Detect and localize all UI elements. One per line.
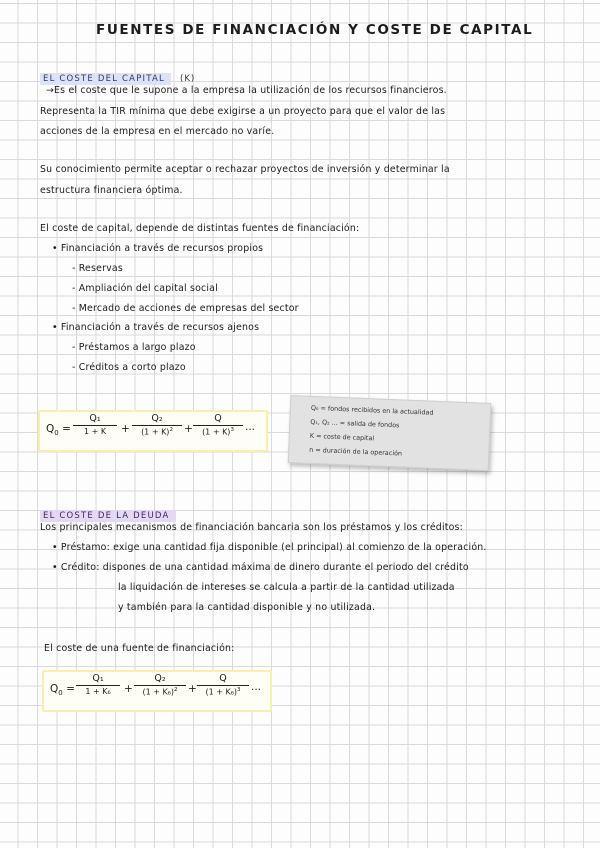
formula-lhs-symbol: Q xyxy=(50,683,59,695)
plus-sign: + xyxy=(124,683,133,695)
plus-sign: + xyxy=(121,423,130,435)
fraction-exponent: 2 xyxy=(174,687,178,693)
paragraph-line: acciones de la empresa en el mercado no varíe. xyxy=(40,126,275,137)
fraction-numerator: Q₁ xyxy=(76,673,120,686)
formula-fraction xyxy=(197,673,249,697)
fraction-exponent: 3 xyxy=(230,427,234,433)
list-item: - Ampliación del capital social xyxy=(72,283,218,294)
formula-lhs-symbol: Q xyxy=(46,423,55,435)
list-item: - Mercado de acciones de empresas del sector xyxy=(72,303,299,314)
list-item-continuation: y también para la cantidad disponible y no utilizada. xyxy=(118,602,376,613)
formula-fraction xyxy=(134,673,186,697)
list-item: • Crédito: dispones de una cantidad máxima de dinero durante el periodo del crédito xyxy=(52,562,469,573)
legend-line: Q₀ = fondos recibidos en la actualidad xyxy=(310,403,434,417)
fraction-denominator: (1 + K) xyxy=(141,427,170,437)
legend-line: Q₁, Q₂ ... = salida de fondos xyxy=(310,417,400,430)
legend-card xyxy=(288,395,492,471)
paragraph-line: estructura financiera óptima. xyxy=(40,185,183,196)
section-heading-label: EL COSTE DE LA DEUDA xyxy=(40,510,176,522)
fraction-numerator: Q₂ xyxy=(132,413,182,426)
fraction-numerator: Q₁ xyxy=(73,413,117,426)
fraction-denominator: 1 + K₆ xyxy=(85,687,111,696)
fraction-exponent: 2 xyxy=(169,427,173,433)
list-item: • Financiación a través de recursos propios xyxy=(52,243,264,254)
fraction-numerator: Q xyxy=(193,413,243,426)
list-item-continuation: la liquidación de intereses se calcula a partir de la cantidad utilizada xyxy=(118,582,455,593)
formula-fraction xyxy=(73,413,117,436)
fraction-exponent: 3 xyxy=(237,687,241,693)
section-heading-coste-capital xyxy=(40,66,195,85)
paragraph-line: Representa la TIR mínima que debe exigirse a un proyecto para que el valor de las xyxy=(40,106,446,117)
fraction-numerator: Q xyxy=(197,673,249,686)
fraction-denominator: (1 + K₆) xyxy=(205,687,238,697)
list-item: - Reservas xyxy=(72,263,123,274)
paragraph-line: El coste de una fuente de financiación: xyxy=(44,643,235,654)
legend-line: K = coste de capital xyxy=(309,431,375,443)
formula-ellipsis: ... xyxy=(245,421,256,433)
fraction-denominator: (1 + K₆) xyxy=(142,687,175,697)
section-heading-coste-deuda xyxy=(40,503,176,522)
formula-lhs-subscript: 0 xyxy=(58,689,63,698)
list-item: • Préstamo: exige una cantidad fija disponible (el principal) al comienzo de la operación. xyxy=(52,542,487,553)
list-item: - Créditos a corto plazo xyxy=(72,362,186,373)
section-heading-suffix: (K) xyxy=(180,74,196,84)
legend-line: n = duración de la operación xyxy=(309,445,403,458)
formula-lhs-subscript: 0 xyxy=(54,429,59,438)
formula-fraction xyxy=(76,673,120,696)
fraction-denominator: (1 + K) xyxy=(202,427,231,437)
list-item: • Financiación a través de recursos ajenos xyxy=(52,322,260,333)
formula-ellipsis: ... xyxy=(251,681,262,693)
list-item: - Préstamos a largo plazo xyxy=(72,342,196,353)
paragraph-line: →Es el coste que le supone a la empresa la utilización de los recursos financieros. xyxy=(46,85,447,96)
formula-fraction xyxy=(132,413,182,437)
formula-lhs: $Q_0$ = xyxy=(50,683,75,698)
plus-sign: + xyxy=(188,683,197,695)
fraction-numerator: Q₂ xyxy=(134,673,186,686)
paragraph-line: Los principales mecanismos de financiación bancaria son los préstamos y los créditos: xyxy=(40,522,464,533)
formula-fraction xyxy=(193,413,243,437)
paragraph-line: Su conocimiento permite aceptar o rechazar proyectos de inversión y determinar la xyxy=(40,164,450,175)
paragraph-line: El coste de capital, depende de distintas fuentes de financiación: xyxy=(40,223,360,234)
section-heading-label: EL COSTE DEL CAPITAL xyxy=(40,73,171,85)
formula-lhs: $Q_0$ = xyxy=(46,423,71,438)
page-title: FUENTES DE FINANCIACIÓN Y COSTE DE CAPITAL xyxy=(96,22,534,38)
plus-sign: + xyxy=(184,423,193,435)
fraction-denominator: 1 + K xyxy=(83,427,107,436)
